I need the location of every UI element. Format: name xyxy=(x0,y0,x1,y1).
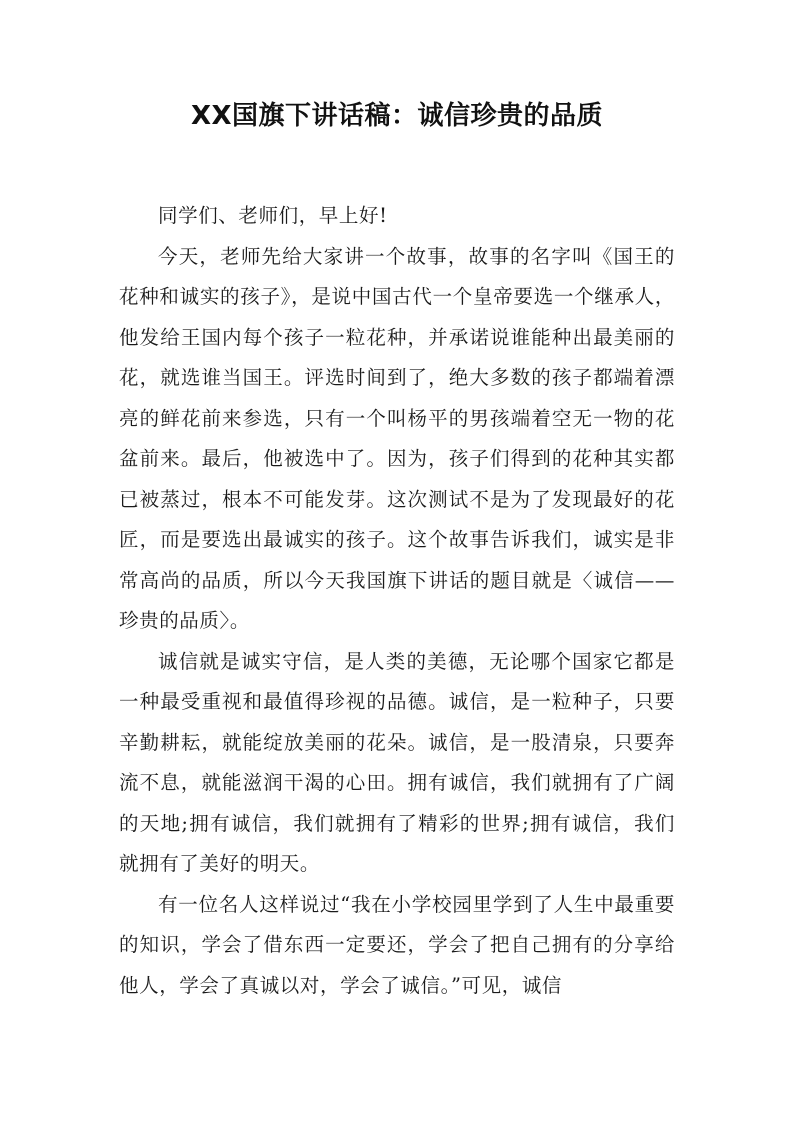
quote-paragraph: 有一位名人这样说过“我在小学校园里学到了人生中最重要的知识，学会了借东西一定要还，学会了把自己拥有的分享给他人，学会了真诚以对，学会了诚信。”可见，诚信 xyxy=(119,892,675,997)
document-title: XX国旗下讲话稿：诚信珍贵的品质 xyxy=(190,101,604,131)
document-body xyxy=(119,196,675,1006)
story-paragraph: 今天，老师先给大家讲一个故事，故事的名字叫《国王的花种和诚实的孩子》，是说中国古代一个皇帝要选一个继承人，他发给王国内每个孩子一粒花种，并承诺说谁能种出最美丽的花，就选谁当国王。评选时间到了，绝大多数的孩子都端着漂亮的鲜花前来参选，只有一个叫杨平的男孩端着空无一物的花盆前来。最后，他被选中了。因为，孩子们得到的花种其实都已被蒸过，根本不可能发芽。这次测试不是为了发现最好的花匠，而是要选出最诚实的孩子。这个故事告诉我们，诚实是非常高尚的品质，所以今天我国旗下讲话的题目就是〈诚信——珍贵的品质〉。 xyxy=(119,244,675,632)
greeting-paragraph: 同学们、老师们，早上好! xyxy=(158,204,388,227)
integrity-definition-paragraph: 诚信就是诚实守信，是人类的美德，无论哪个国家它都是一种最受重视和最值得珍视的品德。诚信，是一粒种子，只要辛勤耕耘，就能绽放美丽的花朵。诚信，是一股清泉，只要奔流不息，就能滋润干渴的心田。拥有诚信，我们就拥有了广阔的天地;拥有诚信，我们就拥有了精彩的世界;拥有诚信，我们就拥有了美好的明天。 xyxy=(119,649,675,875)
